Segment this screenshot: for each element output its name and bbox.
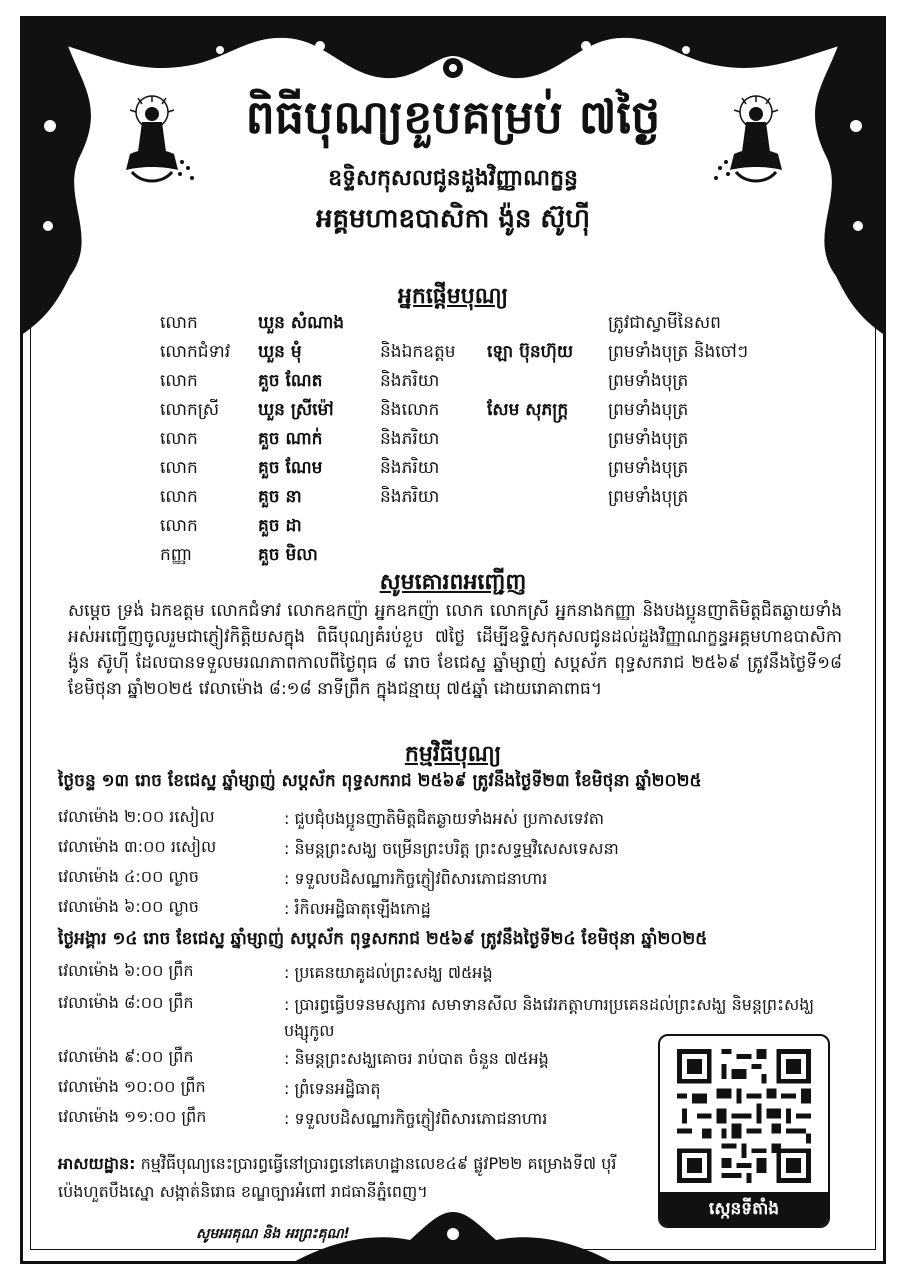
host-note: ព្រមទាំងបុត្រ និងចៅៗ	[608, 342, 749, 362]
host-title: លោក	[160, 313, 198, 333]
program-heading: កម្មវិធីបុណ្យ	[404, 741, 502, 767]
host-row	[0, 486, 906, 514]
venue-text: កម្មវិធីបុណ្យនេះប្រារព្ធធ្វើនៅប្រារព្ធនៅគេហដ្ឋានលេខ៤៩ ផ្លូវP២២ គម្រោងទី៧ បុរីប៉េងហួតបឹងស្នោ សង្កាត់និរោធ ខណ្ឌច្បារអំពៅ រាជធានីភ្នំពេញ។	[58, 1154, 617, 1201]
host-row	[0, 515, 906, 543]
program-description: : ជួបជុំបងប្អូនញាតិមិត្តជិតឆ្ងាយទាំងអស់ ប្រកាសទេវតា	[284, 809, 604, 828]
host-note: ព្រមទាំងបុត្រ	[608, 400, 689, 420]
host-name: គួច ដា	[258, 516, 302, 536]
dedication-line: ឧទ្ទិសកុសលជូនដួងវិញ្ញាណក្ខន្ធ	[328, 165, 578, 191]
program-description: : ព្រំទេនអដ្ឋិធាតុ	[284, 1079, 381, 1098]
host-note: ព្រមទាំងបុត្រ	[608, 458, 689, 478]
venue-address	[58, 1150, 658, 1206]
program-description: : ទទួលបដិសណ្ឋារកិច្ចភ្ញៀវពិសារភោជនាហារ	[284, 1109, 548, 1128]
invite-heading: សូមគោរពអញ្ជើញ	[379, 569, 527, 595]
host-title: លោកជំទាវ	[160, 342, 231, 362]
program-time: វេលាម៉ោង ១១:០០ ព្រឹក	[58, 1107, 207, 1126]
program-time: វេលាម៉ោង ៦:០០ ល្ងាច	[58, 897, 199, 916]
host-name: គួច ណាក់	[258, 429, 323, 449]
host-note: ព្រមទាំងបុត្រ	[608, 487, 689, 507]
deceased-name: អគ្គមហាឧបាសិកា ង៉ូន ស៊ូហ៊ី	[316, 204, 590, 234]
host-name: គួច មិលា	[258, 545, 318, 565]
host-row	[0, 399, 906, 427]
program-description: : រំកិលអដ្ឋិធាតុឡើងកោដ្ឋ	[284, 899, 431, 918]
host-name: គួច ណែត	[258, 371, 323, 391]
program-description: : ទទួលបដិសណ្ឋារកិច្ចភ្ញៀវពិសារភោជនាហារ	[284, 869, 548, 888]
program-time: វេលាម៉ោង ៣:០០ រសៀល	[58, 837, 217, 856]
host-row	[0, 341, 906, 369]
invitation-paragraph: សម្តេច ទ្រង់ ឯកឧត្តម លោកជំទាវ លោកឧកញ៉ា អ្នកឧកញ៉ា លោក លោកស្រី អ្នកនាងកញ្ញា និងបងប្អូនញាតិមិត្តជិតឆ្ងាយទាំងអស់អញ្ជើញចូលរួមជាភ្ញៀវកិត្តិយសក្នុង ពិធីបុណ្យគំរប់ខួប ៧ថ្ងៃ ដើម្បីឧទ្ទិសកុសលជូនដល់ដួងវិញ្ញាណក្ខន្ធអគ្គមហាឧបាសិកា ង៉ូន ស៊ូហ៊ី ដែលបានទទួលមរណភាពកាលពីថ្ងៃពុធ ៨ រោច ខែជេស្ឋ ឆ្នាំម្សាញ់ សប្តស័ក ពុទ្ធសករាជ ២៥៦៩ ត្រូវនឹងថ្ងៃទី១៨ ខែមិថុនា ឆ្នាំ២០២៥ វេលាម៉ោង ៨:១៨ នាទីព្រឹក ក្នុងជន្មាយុ ៧៥ឆ្នាំ ដោយរោគាពាធ។	[68, 601, 842, 699]
host-name: គួច នា	[258, 487, 302, 507]
host-title: លោក	[160, 371, 198, 391]
top-ornament	[20, 16, 886, 96]
qr-card[interactable]	[658, 1034, 830, 1228]
program-time: វេលាម៉ោង ២:០០ រសៀល	[58, 807, 215, 826]
ceremony-title: ពិធីបុណ្យខួបគម្រប់ ៧ថ្ងៃ	[245, 90, 661, 144]
host-title: លោក	[160, 487, 198, 507]
host-name: ឃួន សំណាង	[258, 313, 345, 333]
host-title: លោក	[160, 458, 198, 478]
program-description: : ប្រារព្ធធ្វើបទនមស្សការ សមាទានសីល និងវេរភត្តាហារប្រគេនដល់ព្រះសង្ឃ និមន្តព្រះសង្ឃបង្សុកូល	[284, 995, 815, 1040]
thanks-note: សូមអរគុណ និង អរព្រះគុណ!	[196, 1226, 350, 1242]
host-note: ព្រមទាំងបុត្រ	[608, 371, 689, 391]
host-title: លោក	[160, 516, 198, 536]
host-row	[0, 370, 906, 398]
host-row	[0, 428, 906, 456]
host-title: កញ្ញា	[160, 545, 193, 565]
host-name: គួច ណែម	[258, 458, 323, 478]
program-time: វេលាម៉ោង ១០:០០ ព្រឹក	[58, 1077, 206, 1096]
host-relation: និងភរិយា	[380, 458, 440, 478]
hosts-heading: អ្នកផ្តើមបុណ្យ	[397, 283, 509, 309]
host-relation: និងឯកឧត្តម	[380, 342, 456, 362]
program-description: : ប្រគេនយាគូដល់ព្រះសង្ឃ ៧៥អង្គ	[284, 963, 493, 982]
host-relation: និងភរិយា	[380, 429, 440, 449]
host-note: ត្រូវជាស្វាមីនៃសព	[608, 313, 721, 333]
host-note: ព្រមទាំងបុត្រ	[608, 429, 689, 449]
program-time: វេលាម៉ោង ៩:០០ ព្រឹក	[58, 1047, 194, 1066]
host-name: ឃួន មុំ	[258, 342, 302, 362]
program-description: : និមន្តព្រះសង្ឃ ចម្រើនព្រះបរិត្ត ព្រះសទ្ធម្មវិសេសទេសនា	[284, 839, 619, 858]
program-date: ថ្ងៃអង្គារ ១៤ រោច ខែជេស្ឋ ឆ្នាំម្សាញ់ សប្តស័ក ពុទ្ធសករាជ ២៥៦៩ ត្រូវនឹងថ្ងៃទី២៤ ខែមិថុនា ឆ្នាំ២០២៥	[58, 929, 708, 949]
program-time: វេលាម៉ោង ៦:០០ ព្រឹក	[58, 961, 194, 980]
host-title: លោកស្រី	[160, 400, 220, 420]
host-partner: ឡោ ប៊ុនហ៊ុយ	[487, 342, 574, 362]
host-row	[0, 312, 906, 340]
program-time: វេលាម៉ោង ៨:០០ ព្រឹក	[58, 993, 194, 1012]
host-row	[0, 457, 906, 485]
scan-location-label: ស្កេនទីតាំង	[660, 1192, 828, 1226]
program-date: ថ្ងៃចន្ទ ១៣ រោច ខែជេស្ឋ ឆ្នាំម្សាញ់ សប្តស័ក ពុទ្ធសករាជ ២៥៦៩ ត្រូវនឹងថ្ងៃទី២៣ ខែមិថុនា ឆ្នាំ២០២៥	[58, 771, 702, 791]
host-partner: សែម សុភក្ត្រ	[487, 400, 569, 420]
host-name: ឃួន ស្រីម៉ៅ	[258, 400, 334, 420]
program-description: : និមន្តព្រះសង្ឃគោចរ រាប់បាត ចំនួន ៧៥អង្គ	[284, 1049, 549, 1068]
host-relation: និងលោក	[380, 400, 440, 420]
host-relation: និងភរិយា	[380, 487, 440, 507]
host-relation: និងភរិយា	[380, 371, 440, 391]
qr-code-icon[interactable]	[672, 1044, 816, 1188]
venue-label: អាសយដ្ឋាន:	[58, 1154, 136, 1173]
program-time: វេលាម៉ោង ៤:០០ ល្ងាច	[58, 867, 199, 886]
host-title: លោក	[160, 429, 198, 449]
